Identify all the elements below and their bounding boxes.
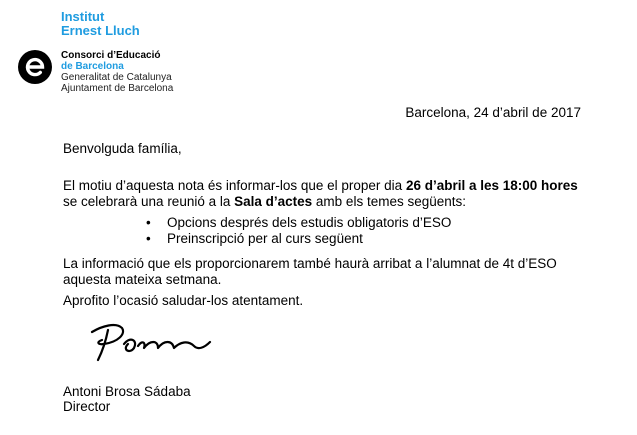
signer-name: Antoni Brosa Sádaba [63, 384, 191, 399]
signer-title: Director [63, 399, 111, 414]
list-item: • Preinscripció per al curs següent [146, 231, 451, 247]
handwritten-signature-icon [88, 318, 218, 364]
institute-name: Institut Ernest Lluch [61, 9, 140, 38]
consorci-block: Consorci d’Educació de Barcelona Generalitat de Catalunya Ajuntament de Barcelona [61, 50, 174, 94]
meeting-datetime: 26 d’abril a les 18:00 hores [405, 178, 578, 193]
letter-date: Barcelona, 24 d’abril de 2017 [405, 105, 581, 120]
topics-list [146, 215, 451, 247]
closing-line: Aprofito l’ocasió saludar-los atentament. [63, 293, 304, 308]
greeting: Benvolguda família, [63, 141, 182, 156]
signer-block [63, 384, 191, 414]
meeting-paragraph: El motiu d’aquesta nota és informar-los que el proper dia 26 d’abril a les 18:00 hores se celebrarà una reunió a la Sala d’actes amb els temes següents: [63, 178, 578, 209]
e-letter-logo-icon [18, 50, 52, 84]
info-paragraph: La informació que els proporcionarem també haurà arribat a l’alumnat de 4t d’ESO aquesta mateixa setmana. [63, 256, 557, 287]
meeting-location: Sala d’actes [234, 194, 313, 209]
list-item: • Opcions després dels estudis obligatoris d’ESO [146, 215, 451, 231]
